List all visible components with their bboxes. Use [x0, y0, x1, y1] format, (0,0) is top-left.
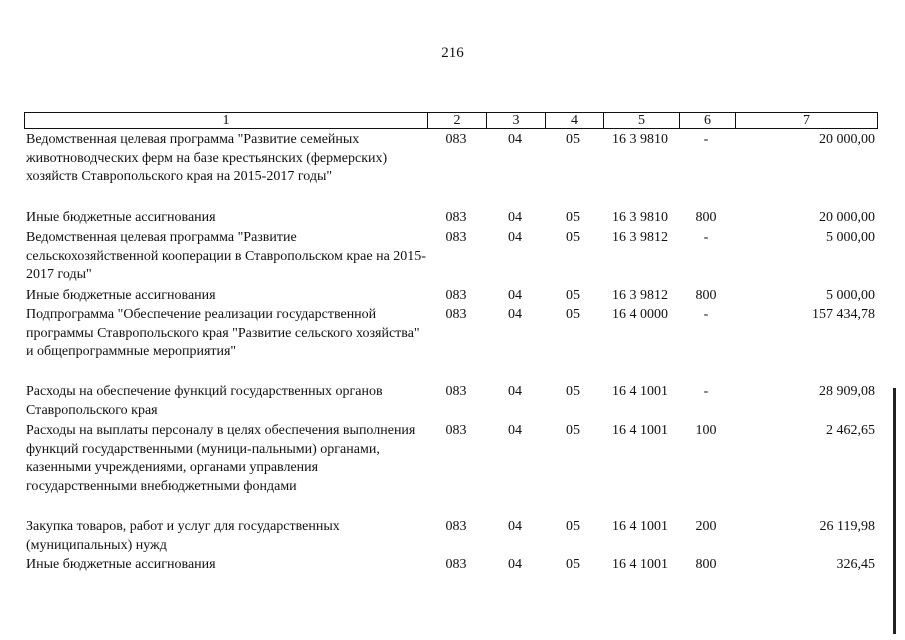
header-col-7: 7	[735, 113, 877, 128]
row-col-6: 800	[695, 288, 717, 303]
row-col-3: 04	[508, 288, 522, 303]
header-col-1: 1	[222, 113, 230, 128]
header-col-2: 2	[427, 113, 486, 128]
row-col-6: -	[703, 384, 709, 399]
row-col-2: 083	[445, 132, 467, 147]
row-col-6: -	[703, 307, 709, 322]
row-col-3: 04	[508, 423, 522, 438]
row-name: Иные бюджетные ассигнования	[26, 557, 216, 572]
scan-edge-line	[893, 388, 896, 634]
row-col-7: 20 000,00	[819, 132, 875, 147]
row-name: Ведомственная целевая программа "Развитие сельскохозяйственной кооперации в Ставропольском крае на 2015-2017 годы"	[26, 230, 426, 282]
row-col-4: 05	[566, 132, 580, 147]
row-col-4: 05	[566, 307, 580, 322]
row-col-4: 05	[566, 557, 580, 572]
row-col-3: 04	[508, 307, 522, 322]
row-col-4: 05	[566, 519, 580, 534]
row-name: Закупка товаров, работ и услуг для государственных (муниципальных) нужд	[26, 519, 340, 553]
row-name: Подпрограмма "Обеспечение реализации государственной программы Ставропольского края "Развитие сельского хозяйства" и общепрограммные мероприятия"	[26, 307, 420, 359]
row-col-2: 083	[445, 384, 467, 399]
row-col-5: 16 3 9812	[612, 288, 668, 303]
row-col-3: 04	[508, 230, 522, 245]
header-col-5: 5	[603, 113, 679, 128]
row-col-6: -	[703, 132, 709, 147]
row-col-6: 800	[695, 557, 717, 572]
row-col-4: 05	[566, 230, 580, 245]
row-col-6: 200	[695, 519, 717, 534]
row-col-5: 16 4 1001	[612, 519, 668, 534]
row-col-6: 800	[695, 210, 717, 225]
row-col-3: 04	[508, 132, 522, 147]
row-col-6: -	[703, 230, 709, 245]
row-col-3: 04	[508, 519, 522, 534]
row-col-7: 2 462,65	[826, 423, 875, 438]
row-col-5: 16 4 1001	[612, 384, 668, 399]
row-col-2: 083	[445, 519, 467, 534]
row-col-3: 04	[508, 557, 522, 572]
row-col-5: 16 3 9810	[612, 132, 668, 147]
row-name: Расходы на обеспечение функций государственных органов Ставропольского края	[26, 384, 383, 418]
row-col-5: 16 4 0000	[612, 307, 668, 322]
row-col-7: 20 000,00	[819, 210, 875, 225]
row-name: Ведомственная целевая программа "Развитие семейных животноводческих ферм на базе крестьянских (фермерских) хозяйств Ставропольского края на 2015-2017 годы"	[26, 132, 388, 184]
row-name: Иные бюджетные ассигнования	[26, 288, 216, 303]
header-col-3: 3	[486, 113, 545, 128]
row-col-3: 04	[508, 384, 522, 399]
row-col-7: 28 909,08	[819, 384, 875, 399]
row-col-7: 5 000,00	[826, 230, 875, 245]
row-col-4: 05	[566, 423, 580, 438]
row-col-4: 05	[566, 384, 580, 399]
page-number: 216	[441, 45, 464, 61]
header-col-6: 6	[679, 113, 735, 128]
row-col-7: 326,45	[836, 557, 875, 572]
row-col-5: 16 3 9812	[612, 230, 668, 245]
row-col-2: 083	[445, 288, 467, 303]
table-header	[24, 112, 878, 129]
row-col-2: 083	[445, 210, 467, 225]
header-col-4: 4	[545, 113, 603, 128]
row-col-4: 05	[566, 210, 580, 225]
row-col-2: 083	[445, 423, 467, 438]
row-name: Иные бюджетные ассигнования	[26, 210, 216, 225]
row-col-4: 05	[566, 288, 580, 303]
row-col-2: 083	[445, 230, 467, 245]
row-col-2: 083	[445, 307, 467, 322]
row-col-6: 100	[695, 423, 717, 438]
row-col-5: 16 4 1001	[612, 557, 668, 572]
row-col-7: 5 000,00	[826, 288, 875, 303]
row-col-5: 16 3 9810	[612, 210, 668, 225]
row-col-5: 16 4 1001	[612, 423, 668, 438]
row-col-7: 157 434,78	[812, 307, 875, 322]
row-col-2: 083	[445, 557, 467, 572]
row-name: Расходы на выплаты персоналу в целях обеспечения выполнения функций государственными (муници-пальными) органами, казенными учреждениями, органами управления государственными внебюджетными фондами	[26, 423, 416, 494]
row-col-7: 26 119,98	[819, 519, 875, 534]
row-col-3: 04	[508, 210, 522, 225]
